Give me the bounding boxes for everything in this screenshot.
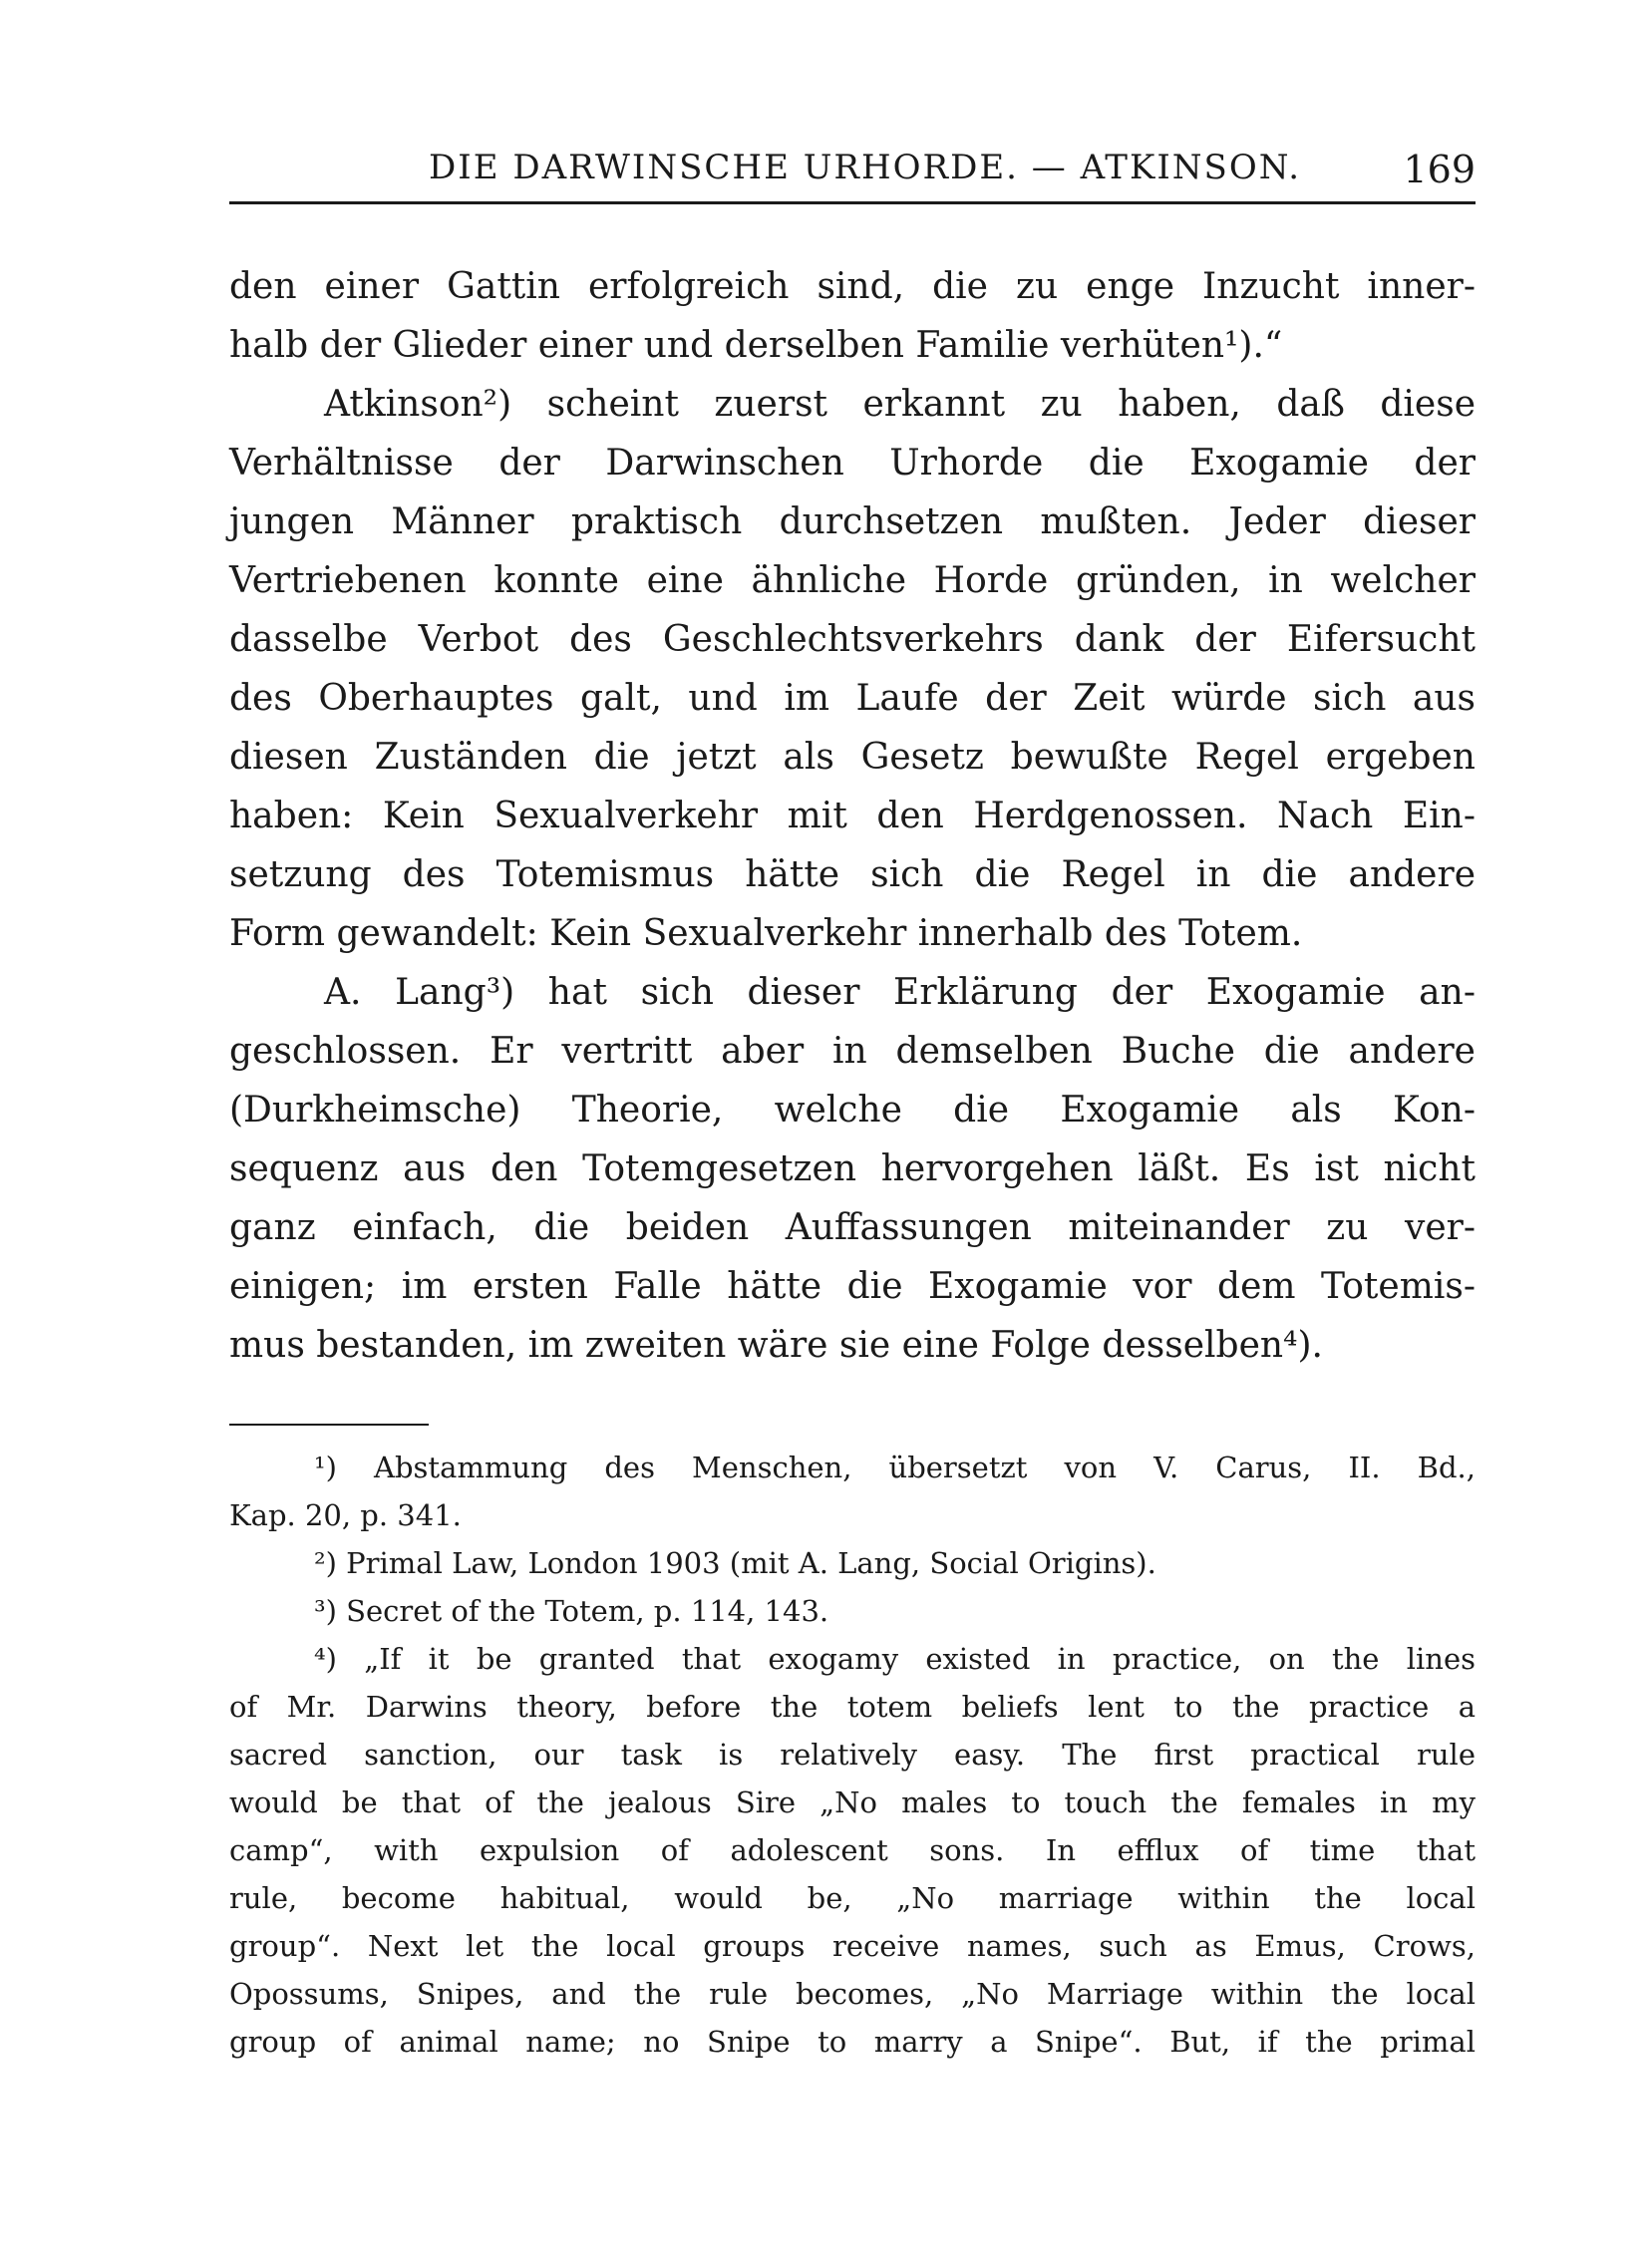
text-line: setzung des Totemismus hätte sich die Regel in die andere	[229, 854, 1476, 895]
page-number: 169	[1403, 148, 1476, 191]
text-line: einigen; im ersten Falle hätte die Exogamie vor dem Totemis-	[229, 1266, 1476, 1307]
footnote-2: ²) Primal Law, London 1903 (mit A. Lang, Social Origins).	[314, 1546, 1156, 1580]
footnote-line: rule, become habitual, would be, „No marriage within the local	[229, 1881, 1476, 1915]
footnotes	[229, 1444, 1476, 2066]
footnote-line: group of animal name; no Snipe to marry a Snipe“. But, if the primal	[229, 2025, 1476, 2059]
footnote-4: ⁴) „If it be granted that exogamy existed in practice, on the lines	[314, 1642, 1476, 1676]
text-line: mus bestanden, im zweiten wäre sie eine Folge desselben⁴).	[229, 1325, 1323, 1366]
footnote-line: of Mr. Darwins theory, before the totem beliefs lent to the practice a	[229, 1690, 1476, 1724]
text-line: geschlossen. Er vertritt aber in demselben Buche die andere	[229, 1031, 1476, 1072]
footnote-line: sacred sanction, our task is relatively easy. The first practical rule	[229, 1738, 1476, 1772]
text-line: haben: Kein Sexualverkehr mit den Herdgenossen. Nach Ein-	[229, 796, 1476, 836]
running-title: DIE DARWINSCHE URHORDE. — ATKINSON.	[429, 148, 1302, 187]
footnote-1: ¹) Abstammung des Menschen, übersetzt von V. Carus, II. Bd.,	[314, 1451, 1476, 1484]
text-line: Form gewandelt: Kein Sexualverkehr innerhalb des Totem.	[229, 913, 1303, 954]
text-line: Vertriebenen konnte eine ähnliche Horde gründen, in welcher	[229, 560, 1476, 601]
text-line: dasselbe Verbot des Geschlechtsverkehrs dank der Eifersucht	[229, 619, 1476, 660]
text-line: des Oberhauptes galt, und im Laufe der Zeit würde sich aus	[229, 678, 1476, 719]
main-text	[229, 257, 1476, 1375]
header-rule	[229, 201, 1476, 204]
paragraph-start: A. Lang³) hat sich dieser Erklärung der Exogamie an-	[324, 972, 1476, 1013]
footnote-line: Kap. 20, p. 341.	[229, 1498, 462, 1532]
text-line: sequenz aus den Totemgesetzen hervorgehen läßt. Es ist nicht	[229, 1148, 1476, 1189]
text-line: ganz einfach, die beiden Auffassungen miteinander zu ver-	[229, 1207, 1476, 1248]
footnote-line: would be that of the jealous Sire „No males to touch the females in my	[229, 1785, 1476, 1819]
paragraph-start: Atkinson²) scheint zuerst erkannt zu haben, daß diese	[324, 384, 1476, 425]
footnote-line: camp“, with expulsion of adolescent sons. In efflux of time that	[229, 1833, 1476, 1867]
text-line: Verhältnisse der Darwinschen Urhorde die Exogamie der	[229, 443, 1476, 484]
running-head	[229, 148, 1476, 197]
text-line: halb der Glieder einer und derselben Familie verhüten¹).“	[229, 325, 1283, 366]
text-line: (Durkheimsche) Theorie, welche die Exogamie als Kon-	[229, 1090, 1476, 1131]
text-line: diesen Zuständen die jetzt als Gesetz bewußte Regel ergeben	[229, 737, 1476, 778]
text-line: jungen Männer praktisch durchsetzen mußten. Jeder dieser	[229, 501, 1476, 542]
text-line: den einer Gattin erfolgreich sind, die zu enge Inzucht inner-	[229, 266, 1476, 307]
footnote-line: Opossums, Snipes, and the rule becomes, „No Marriage within the local	[229, 1977, 1476, 2011]
footnote-rule	[229, 1424, 429, 1426]
footnote-3: ³) Secret of the Totem, p. 114, 143.	[314, 1594, 829, 1628]
footnote-line: group“. Next let the local groups receive names, such as Emus, Crows,	[229, 1929, 1476, 1963]
